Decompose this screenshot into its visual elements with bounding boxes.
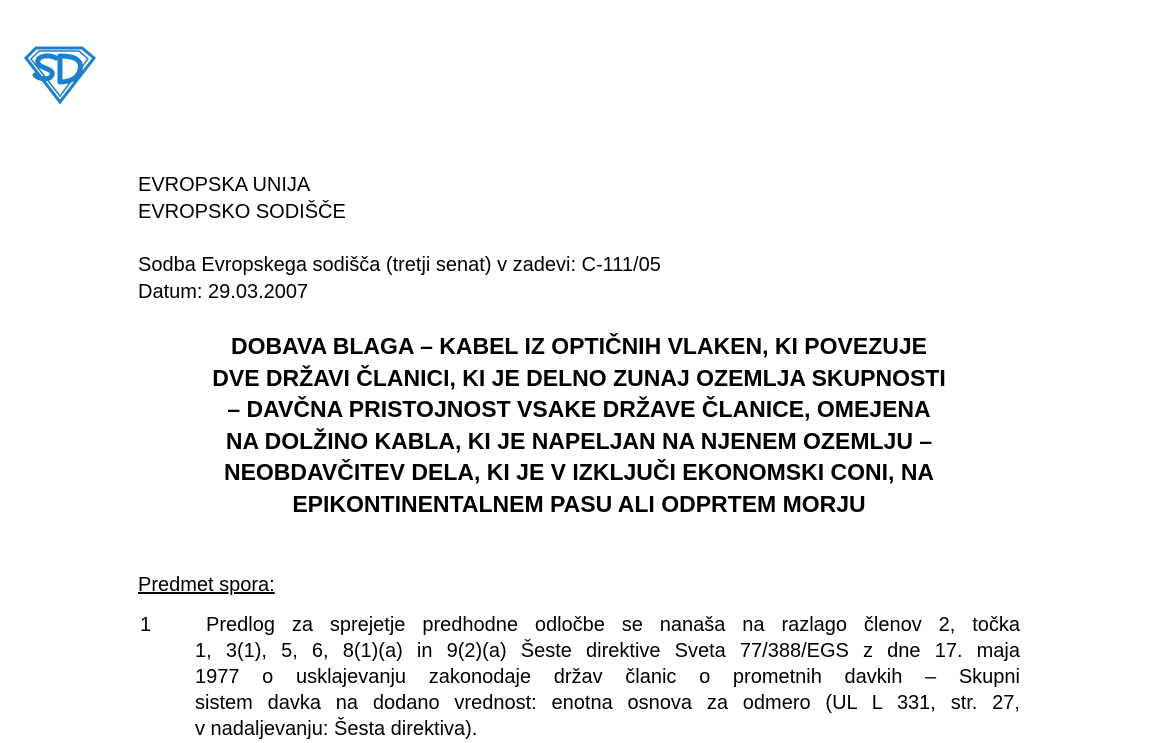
paragraph-line: 1, 3(1), 5, 6, 8(1)(a) in 9(2)(a) Šeste direktive Sveta 77/388/EGS z dne 17. maja — [195, 640, 1020, 662]
org-line-1: EVROPSKA UNIJA — [138, 174, 311, 196]
document-headline — [138, 331, 1020, 520]
subject-heading: Predmet spora: — [138, 574, 275, 596]
headline-line: NEOBDAVČITEV DELA, KI JE V IZKLJUČI EKONOMSKI CONI, NA — [223, 459, 935, 485]
paragraph-line: 1977 o usklajevanju zakonodaje držav članic o prometnih davkih – Skupni — [195, 666, 1020, 688]
paragraph-line: sistem davka na dodano vrednost: enotna osnova za odmero (UL L 331, str. 27, — [195, 692, 1020, 714]
case-info — [138, 252, 661, 306]
org-line-2: EVROPSKO SODIŠČE — [138, 201, 346, 223]
paragraph-text — [195, 612, 1020, 742]
date-line: Datum: 29.03.2007 — [138, 281, 309, 303]
headline-line: DVE DRŽAVI ČLANICI, KI JE DELNO ZUNAJ OZEMLJA SKUPNOSTI — [212, 364, 946, 391]
headline-line: – DAVČNA PRISTOJNOST VSAKE DRŽAVE ČLANICE, OMEJENA — [227, 396, 931, 422]
court-heading — [138, 172, 346, 226]
sd-logo-icon — [22, 46, 96, 104]
paragraph-line: v nadaljevanju: Šesta direktiva). — [195, 718, 478, 740]
paragraph-line: Predlog za sprejetje predhodne odločbe se nanaša na razlago členov 2, točka — [206, 614, 1020, 636]
paragraph-number: 1 — [140, 614, 152, 636]
headline-line: NA DOLŽINO KABLA, KI JE NAPELJAN NA NJENEM OZEMLJU – — [225, 427, 933, 454]
case-line: Sodba Evropskega sodišča (tretji senat) v zadevi: C-111/05 — [138, 254, 661, 276]
headline-line: DOBAVA BLAGA – KABEL IZ OPTIČNIH VLAKEN, KI POVEZUJE — [230, 333, 928, 359]
headline-line: EPIKONTINENTALNEM PASU ALI ODPRTEM MORJU — [292, 490, 866, 517]
